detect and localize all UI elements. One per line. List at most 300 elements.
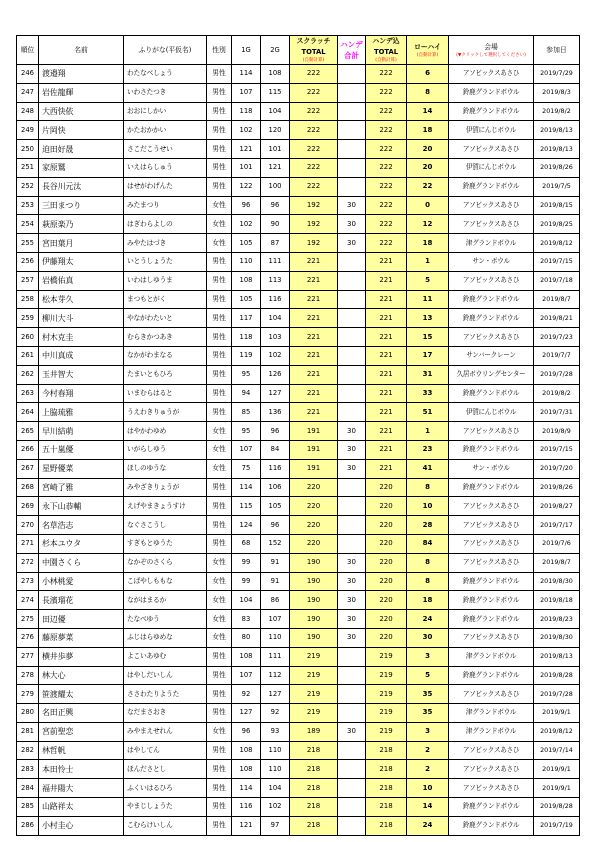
cell-low-high: 8 bbox=[407, 83, 449, 102]
cell-name: 名田正興 bbox=[39, 704, 124, 723]
cell-sex: 女性 bbox=[207, 553, 232, 572]
cell-name: 片岡快 bbox=[39, 121, 124, 140]
cell-venue-select[interactable]: 鈴鹿グランドボウル bbox=[449, 440, 534, 459]
cell-venue-select[interactable]: 鈴鹿グランドボウル bbox=[449, 384, 534, 403]
table-row bbox=[17, 610, 580, 629]
cell-kana: はやしてん bbox=[124, 741, 207, 760]
cell-low-high: 6 bbox=[407, 65, 449, 84]
cell-handicap-total: 220 bbox=[366, 572, 407, 591]
cell-venue-select[interactable]: アソビックスあさひ bbox=[449, 779, 534, 798]
header-handicap-total bbox=[366, 36, 407, 65]
cell-low-high: 1 bbox=[407, 422, 449, 441]
cell-rank: 250 bbox=[17, 140, 39, 159]
cell-kana: たまいともひろ bbox=[124, 365, 207, 384]
cell-low-high: 8 bbox=[407, 553, 449, 572]
table-row bbox=[17, 798, 580, 817]
cell-rank: 286 bbox=[17, 816, 39, 835]
cell-venue-select[interactable]: アソビックスあさひ bbox=[449, 685, 534, 704]
cell-date: 2019/8/30 bbox=[534, 572, 580, 591]
cell-game1: 75 bbox=[232, 459, 261, 478]
table-row bbox=[17, 516, 580, 535]
cell-date: 2019/7/6 bbox=[534, 534, 580, 553]
cell-low-high: 51 bbox=[407, 403, 449, 422]
cell-date: 2019/8/12 bbox=[534, 234, 580, 253]
cell-game2: 84 bbox=[261, 440, 290, 459]
cell-handicap-total: 221 bbox=[366, 271, 407, 290]
cell-scratch-total: 220 bbox=[290, 478, 338, 497]
cell-game2: 115 bbox=[261, 83, 290, 102]
cell-low-high: 5 bbox=[407, 271, 449, 290]
cell-date: 2019/8/3 bbox=[534, 83, 580, 102]
cell-name: 笹渡耀太 bbox=[39, 685, 124, 704]
cell-date: 2019/7/20 bbox=[534, 459, 580, 478]
cell-handicap: 30 bbox=[338, 422, 366, 441]
cell-low-high: 24 bbox=[407, 610, 449, 629]
header-total-note: (自動計算) bbox=[375, 58, 397, 63]
cell-handicap bbox=[338, 309, 366, 328]
cell-low-high: 8 bbox=[407, 572, 449, 591]
cell-venue-select[interactable]: 鈴鹿グランドボウル bbox=[449, 666, 534, 685]
cell-scratch-total: 222 bbox=[290, 102, 338, 121]
header-venue-note: (▼クリックして選択してください) bbox=[456, 52, 526, 58]
cell-handicap-total: 219 bbox=[366, 704, 407, 723]
cell-game1: 95 bbox=[232, 422, 261, 441]
cell-kana: ほんださとし bbox=[124, 760, 207, 779]
cell-venue-select[interactable]: アソビックスあさひ bbox=[449, 553, 534, 572]
table-row bbox=[17, 497, 580, 516]
cell-name: 星野優菜 bbox=[39, 459, 124, 478]
table-row bbox=[17, 591, 580, 610]
cell-game1: 114 bbox=[232, 65, 261, 84]
cell-date: 2019/8/13 bbox=[534, 647, 580, 666]
cell-scratch-total: 219 bbox=[290, 647, 338, 666]
cell-venue-select[interactable]: アソビックスあさひ bbox=[449, 271, 534, 290]
cell-kana: いがらしゆう bbox=[124, 440, 207, 459]
cell-venue-select[interactable]: アソビックスあさひ bbox=[449, 628, 534, 647]
cell-scratch-total: 222 bbox=[290, 83, 338, 102]
cell-low-high: 5 bbox=[407, 666, 449, 685]
cell-venue-select[interactable]: 鈴鹿グランドボウル bbox=[449, 610, 534, 629]
cell-low-high: 12 bbox=[407, 215, 449, 234]
cell-name: 中川真成 bbox=[39, 346, 124, 365]
cell-kana: まつもとがく bbox=[124, 290, 207, 309]
cell-game1: 105 bbox=[232, 234, 261, 253]
cell-date: 2019/8/26 bbox=[534, 158, 580, 177]
cell-game1: 118 bbox=[232, 328, 261, 347]
cell-low-high: 24 bbox=[407, 816, 449, 835]
cell-game2: 96 bbox=[261, 516, 290, 535]
cell-name: 渡邉翔 bbox=[39, 65, 124, 84]
cell-venue-select[interactable]: 鈴鹿グランドボウル bbox=[449, 83, 534, 102]
cell-handicap-total: 220 bbox=[366, 553, 407, 572]
cell-name: 宮田葉月 bbox=[39, 234, 124, 253]
cell-game2: 96 bbox=[261, 196, 290, 215]
cell-low-high: 84 bbox=[407, 534, 449, 553]
cell-venue-select[interactable]: 鈴鹿グランドボウル bbox=[449, 290, 534, 309]
cell-name: 林哲帆 bbox=[39, 741, 124, 760]
cell-venue-select[interactable]: アソビックスあさひ bbox=[449, 534, 534, 553]
table-row bbox=[17, 102, 580, 121]
cell-game2: 103 bbox=[261, 328, 290, 347]
ranking-table bbox=[16, 35, 580, 836]
cell-venue-select[interactable]: サン・ボウル bbox=[449, 252, 534, 271]
cell-game1: 114 bbox=[232, 478, 261, 497]
cell-kana: はせがわげんた bbox=[124, 177, 207, 196]
cell-scratch-total: 221 bbox=[290, 290, 338, 309]
cell-handicap-total: 221 bbox=[366, 459, 407, 478]
cell-handicap bbox=[338, 65, 366, 84]
cell-game2: 102 bbox=[261, 798, 290, 817]
cell-kana: こばやしももな bbox=[124, 572, 207, 591]
cell-game2: 106 bbox=[261, 478, 290, 497]
cell-game1: 85 bbox=[232, 403, 261, 422]
cell-handicap-total: 222 bbox=[366, 158, 407, 177]
cell-kana: よこいあゆむ bbox=[124, 647, 207, 666]
cell-date: 2019/8/7 bbox=[534, 553, 580, 572]
cell-date: 2019/8/12 bbox=[534, 722, 580, 741]
cell-game2: 120 bbox=[261, 121, 290, 140]
cell-venue-select[interactable]: 鈴鹿グランドボウル bbox=[449, 572, 534, 591]
cell-rank: 249 bbox=[17, 121, 39, 140]
header-kana: ふりがな(平仮名) bbox=[124, 36, 207, 65]
cell-kana: ふじはらゆめな bbox=[124, 628, 207, 647]
cell-scratch-total: 190 bbox=[290, 553, 338, 572]
cell-game2: 96 bbox=[261, 422, 290, 441]
table-row bbox=[17, 177, 580, 196]
cell-scratch-total: 220 bbox=[290, 534, 338, 553]
cell-venue-select[interactable]: 久居ボウリングセンター bbox=[449, 365, 534, 384]
cell-venue-select[interactable]: 鈴鹿グランドボウル bbox=[449, 816, 534, 835]
cell-venue-select[interactable]: 鈴鹿グランドボウル bbox=[449, 102, 534, 121]
cell-kana: いえはらしゅう bbox=[124, 158, 207, 177]
cell-venue-select[interactable]: 伊賀にんじボウル bbox=[449, 121, 534, 140]
cell-name: 上脇琉雅 bbox=[39, 403, 124, 422]
cell-game2: 127 bbox=[261, 384, 290, 403]
cell-venue-select[interactable]: 津グランドボウル bbox=[449, 647, 534, 666]
cell-name: 今村春翔 bbox=[39, 384, 124, 403]
cell-rank: 266 bbox=[17, 440, 39, 459]
cell-date: 2019/8/9 bbox=[534, 422, 580, 441]
cell-handicap bbox=[338, 177, 366, 196]
cell-scratch-total: 192 bbox=[290, 196, 338, 215]
cell-handicap bbox=[338, 798, 366, 817]
cell-rank: 268 bbox=[17, 478, 39, 497]
cell-venue-select[interactable]: アソビックスあさひ bbox=[449, 760, 534, 779]
cell-kana: なぐさこうし bbox=[124, 516, 207, 535]
cell-sex: 女性 bbox=[207, 234, 232, 253]
cell-rank: 273 bbox=[17, 572, 39, 591]
header-low-line1: ローハイ bbox=[414, 42, 441, 51]
cell-date: 2019/9/1 bbox=[534, 779, 580, 798]
cell-scratch-total: 218 bbox=[290, 816, 338, 835]
cell-kana: いわはしゆうま bbox=[124, 271, 207, 290]
cell-game2: 108 bbox=[261, 65, 290, 84]
cell-scratch-total: 192 bbox=[290, 215, 338, 234]
cell-name: 大西快依 bbox=[39, 102, 124, 121]
cell-game2: 101 bbox=[261, 140, 290, 159]
cell-game1: 122 bbox=[232, 177, 261, 196]
cell-venue-select[interactable]: 鈴鹿グランドボウル bbox=[449, 177, 534, 196]
cell-handicap bbox=[338, 290, 366, 309]
cell-low-high: 10 bbox=[407, 497, 449, 516]
cell-handicap bbox=[338, 140, 366, 159]
cell-kana: なかぞのさくら bbox=[124, 553, 207, 572]
cell-name: 福井陽大 bbox=[39, 779, 124, 798]
cell-venue-select[interactable]: アソビックスあさひ bbox=[449, 741, 534, 760]
cell-game1: 68 bbox=[232, 534, 261, 553]
cell-kana: うえわきりゅうが bbox=[124, 403, 207, 422]
cell-game1: 108 bbox=[232, 760, 261, 779]
cell-sex: 女性 bbox=[207, 196, 232, 215]
cell-handicap-total: 220 bbox=[366, 478, 407, 497]
cell-venue-select[interactable]: 伊賀にんじボウル bbox=[449, 158, 534, 177]
cell-game1: 115 bbox=[232, 497, 261, 516]
cell-name: 小林桃愛 bbox=[39, 572, 124, 591]
cell-kana: ほしのゆうな bbox=[124, 459, 207, 478]
cell-low-high: 15 bbox=[407, 328, 449, 347]
cell-sex: 男性 bbox=[207, 779, 232, 798]
cell-scratch-total: 191 bbox=[290, 422, 338, 441]
cell-kana: いわさたつき bbox=[124, 83, 207, 102]
cell-handicap-total: 219 bbox=[366, 666, 407, 685]
cell-date: 2019/7/23 bbox=[534, 328, 580, 347]
table-row bbox=[17, 65, 580, 84]
cell-rank: 267 bbox=[17, 459, 39, 478]
table-row bbox=[17, 760, 580, 779]
cell-name: 家原鷲 bbox=[39, 158, 124, 177]
cell-game1: 117 bbox=[232, 309, 261, 328]
cell-handicap bbox=[338, 647, 366, 666]
cell-handicap bbox=[338, 534, 366, 553]
cell-handicap-total: 222 bbox=[366, 65, 407, 84]
cell-sex: 男性 bbox=[207, 478, 232, 497]
cell-sex: 男性 bbox=[207, 685, 232, 704]
cell-low-high: 10 bbox=[407, 779, 449, 798]
cell-rank: 265 bbox=[17, 422, 39, 441]
cell-low-high: 30 bbox=[407, 628, 449, 647]
cell-rank: 275 bbox=[17, 610, 39, 629]
cell-sex: 女性 bbox=[207, 610, 232, 629]
cell-handicap-total: 220 bbox=[366, 610, 407, 629]
cell-rank: 255 bbox=[17, 234, 39, 253]
cell-game1: 105 bbox=[232, 290, 261, 309]
cell-sex: 男性 bbox=[207, 252, 232, 271]
cell-kana: はやかわゆめ bbox=[124, 422, 207, 441]
cell-handicap-total: 221 bbox=[366, 422, 407, 441]
cell-scratch-total: 191 bbox=[290, 459, 338, 478]
cell-scratch-total: 221 bbox=[290, 346, 338, 365]
header-date: 参加日 bbox=[534, 36, 580, 65]
table-row bbox=[17, 309, 580, 328]
cell-rank: 260 bbox=[17, 328, 39, 347]
cell-game2: 113 bbox=[261, 271, 290, 290]
cell-scratch-total: 190 bbox=[290, 628, 338, 647]
cell-venue-select[interactable]: 伊賀にんじボウル bbox=[449, 403, 534, 422]
cell-venue-select[interactable]: 鈴鹿グランドボウル bbox=[449, 478, 534, 497]
cell-scratch-total: 221 bbox=[290, 309, 338, 328]
cell-venue-select[interactable]: 津グランドボウル bbox=[449, 704, 534, 723]
cell-date: 2019/7/7 bbox=[534, 346, 580, 365]
cell-venue-select[interactable]: アソビックスあさひ bbox=[449, 422, 534, 441]
cell-date: 2019/7/19 bbox=[534, 816, 580, 835]
cell-scratch-total: 190 bbox=[290, 572, 338, 591]
cell-low-high: 13 bbox=[407, 309, 449, 328]
cell-low-high: 0 bbox=[407, 196, 449, 215]
cell-game1: 108 bbox=[232, 741, 261, 760]
cell-game1: 104 bbox=[232, 591, 261, 610]
cell-scratch-total: 218 bbox=[290, 741, 338, 760]
cell-date: 2019/7/17 bbox=[534, 516, 580, 535]
cell-handicap bbox=[338, 121, 366, 140]
cell-handicap-total: 218 bbox=[366, 816, 407, 835]
cell-handicap-total: 218 bbox=[366, 760, 407, 779]
cell-kana: みたまつり bbox=[124, 196, 207, 215]
cell-venue-select[interactable]: アソビックスあさひ bbox=[449, 196, 534, 215]
cell-handicap: 30 bbox=[338, 196, 366, 215]
cell-low-high: 18 bbox=[407, 234, 449, 253]
cell-rank: 283 bbox=[17, 760, 39, 779]
cell-low-high: 3 bbox=[407, 722, 449, 741]
cell-sex: 男性 bbox=[207, 309, 232, 328]
cell-venue-select[interactable]: 津グランドボウル bbox=[449, 722, 534, 741]
cell-kana: ふくいはるひろ bbox=[124, 779, 207, 798]
cell-handicap bbox=[338, 102, 366, 121]
cell-handicap-total: 222 bbox=[366, 102, 407, 121]
cell-scratch-total: 222 bbox=[290, 140, 338, 159]
header-low-note: (自動計算) bbox=[416, 52, 439, 58]
cell-sex: 男性 bbox=[207, 516, 232, 535]
cell-scratch-total: 221 bbox=[290, 403, 338, 422]
cell-venue-select[interactable]: アソビックスあさひ bbox=[449, 328, 534, 347]
cell-scratch-total: 221 bbox=[290, 252, 338, 271]
cell-venue-select[interactable]: アソビックスあさひ bbox=[449, 140, 534, 159]
table-row bbox=[17, 328, 580, 347]
cell-rank: 277 bbox=[17, 647, 39, 666]
cell-handicap bbox=[338, 779, 366, 798]
cell-name: 杉本ユウタ bbox=[39, 534, 124, 553]
cell-low-high: 33 bbox=[407, 384, 449, 403]
cell-date: 2019/9/1 bbox=[534, 760, 580, 779]
cell-handicap bbox=[338, 741, 366, 760]
cell-kana: はやしだいしん bbox=[124, 666, 207, 685]
header-low-high bbox=[407, 36, 449, 65]
cell-game2: 104 bbox=[261, 309, 290, 328]
cell-venue-select[interactable]: 津グランドボウル bbox=[449, 234, 534, 253]
cell-venue-select[interactable]: 鈴鹿グランドボウル bbox=[449, 591, 534, 610]
cell-game1: 116 bbox=[232, 798, 261, 817]
cell-kana: こむらけいしん bbox=[124, 816, 207, 835]
cell-scratch-total: 190 bbox=[290, 591, 338, 610]
cell-rank: 261 bbox=[17, 346, 39, 365]
cell-game1: 80 bbox=[232, 628, 261, 647]
cell-handicap: 30 bbox=[338, 628, 366, 647]
cell-handicap: 30 bbox=[338, 553, 366, 572]
cell-name: 山路祥太 bbox=[39, 798, 124, 817]
cell-date: 2019/7/18 bbox=[534, 271, 580, 290]
header-game1: 1G bbox=[232, 36, 261, 65]
cell-kana: むらきかつあき bbox=[124, 328, 207, 347]
cell-name: 柳川大斗 bbox=[39, 309, 124, 328]
cell-date: 2019/8/15 bbox=[534, 196, 580, 215]
cell-kana: みやたはづき bbox=[124, 234, 207, 253]
cell-kana: やまじしょうた bbox=[124, 798, 207, 817]
cell-game2: 104 bbox=[261, 779, 290, 798]
cell-sex: 男性 bbox=[207, 65, 232, 84]
cell-game1: 107 bbox=[232, 83, 261, 102]
cell-game2: 111 bbox=[261, 252, 290, 271]
header-game2: 2G bbox=[261, 36, 290, 65]
cell-name: 宮崎了雅 bbox=[39, 478, 124, 497]
cell-sex: 男性 bbox=[207, 741, 232, 760]
cell-sex: 男性 bbox=[207, 760, 232, 779]
cell-date: 2019/8/21 bbox=[534, 309, 580, 328]
cell-handicap-total: 222 bbox=[366, 196, 407, 215]
cell-venue-select[interactable]: サン・ボウル bbox=[449, 459, 534, 478]
cell-game2: 104 bbox=[261, 102, 290, 121]
cell-handicap bbox=[338, 83, 366, 102]
cell-date: 2019/8/2 bbox=[534, 384, 580, 403]
cell-name: 長谷川元汰 bbox=[39, 177, 124, 196]
cell-venue-select[interactable]: 鈴鹿グランドボウル bbox=[449, 798, 534, 817]
cell-rank: 256 bbox=[17, 252, 39, 271]
cell-kana: なだまさおき bbox=[124, 704, 207, 723]
cell-venue-select[interactable]: アソビックスあさひ bbox=[449, 516, 534, 535]
cell-venue-select[interactable]: アソビックスあさひ bbox=[449, 497, 534, 516]
cell-scratch-total: 218 bbox=[290, 779, 338, 798]
cell-venue-select[interactable]: アソビックスあさひ bbox=[449, 65, 534, 84]
table-row bbox=[17, 647, 580, 666]
cell-kana: わたなべしょう bbox=[124, 65, 207, 84]
header-total-line1: ハンデ込 bbox=[372, 37, 400, 45]
cell-handicap: 30 bbox=[338, 572, 366, 591]
cell-game1: 102 bbox=[232, 215, 261, 234]
cell-name: 萩原楽乃 bbox=[39, 215, 124, 234]
cell-game1: 99 bbox=[232, 553, 261, 572]
cell-date: 2019/8/7 bbox=[534, 290, 580, 309]
cell-low-high: 23 bbox=[407, 440, 449, 459]
table-row bbox=[17, 422, 580, 441]
header-total-line2: TOTAL bbox=[373, 48, 399, 56]
cell-date: 2019/7/31 bbox=[534, 403, 580, 422]
cell-game1: 118 bbox=[232, 102, 261, 121]
cell-low-high: 8 bbox=[407, 478, 449, 497]
cell-kana: なかがわまなる bbox=[124, 346, 207, 365]
table-row bbox=[17, 666, 580, 685]
cell-rank: 271 bbox=[17, 534, 39, 553]
cell-sex: 男性 bbox=[207, 140, 232, 159]
cell-handicap-total: 221 bbox=[366, 252, 407, 271]
cell-name: 伊藤翔太 bbox=[39, 252, 124, 271]
cell-sex: 男性 bbox=[207, 328, 232, 347]
cell-date: 2019/8/25 bbox=[534, 215, 580, 234]
cell-low-high: 1 bbox=[407, 252, 449, 271]
cell-sex: 男性 bbox=[207, 102, 232, 121]
cell-date: 2019/8/30 bbox=[534, 628, 580, 647]
cell-venue-select[interactable]: 鈴鹿グランドボウル bbox=[449, 309, 534, 328]
cell-game1: 95 bbox=[232, 365, 261, 384]
cell-game1: 94 bbox=[232, 384, 261, 403]
cell-venue-select[interactable]: アソビックスあさひ bbox=[449, 215, 534, 234]
cell-name: 三田まつり bbox=[39, 196, 124, 215]
cell-handicap-total: 222 bbox=[366, 215, 407, 234]
cell-scratch-total: 222 bbox=[290, 177, 338, 196]
cell-game2: 116 bbox=[261, 290, 290, 309]
cell-handicap-total: 221 bbox=[366, 309, 407, 328]
cell-low-high: 11 bbox=[407, 290, 449, 309]
cell-date: 2019/8/13 bbox=[534, 140, 580, 159]
cell-venue-select[interactable]: サンバークレーン bbox=[449, 346, 534, 365]
cell-game1: 92 bbox=[232, 685, 261, 704]
